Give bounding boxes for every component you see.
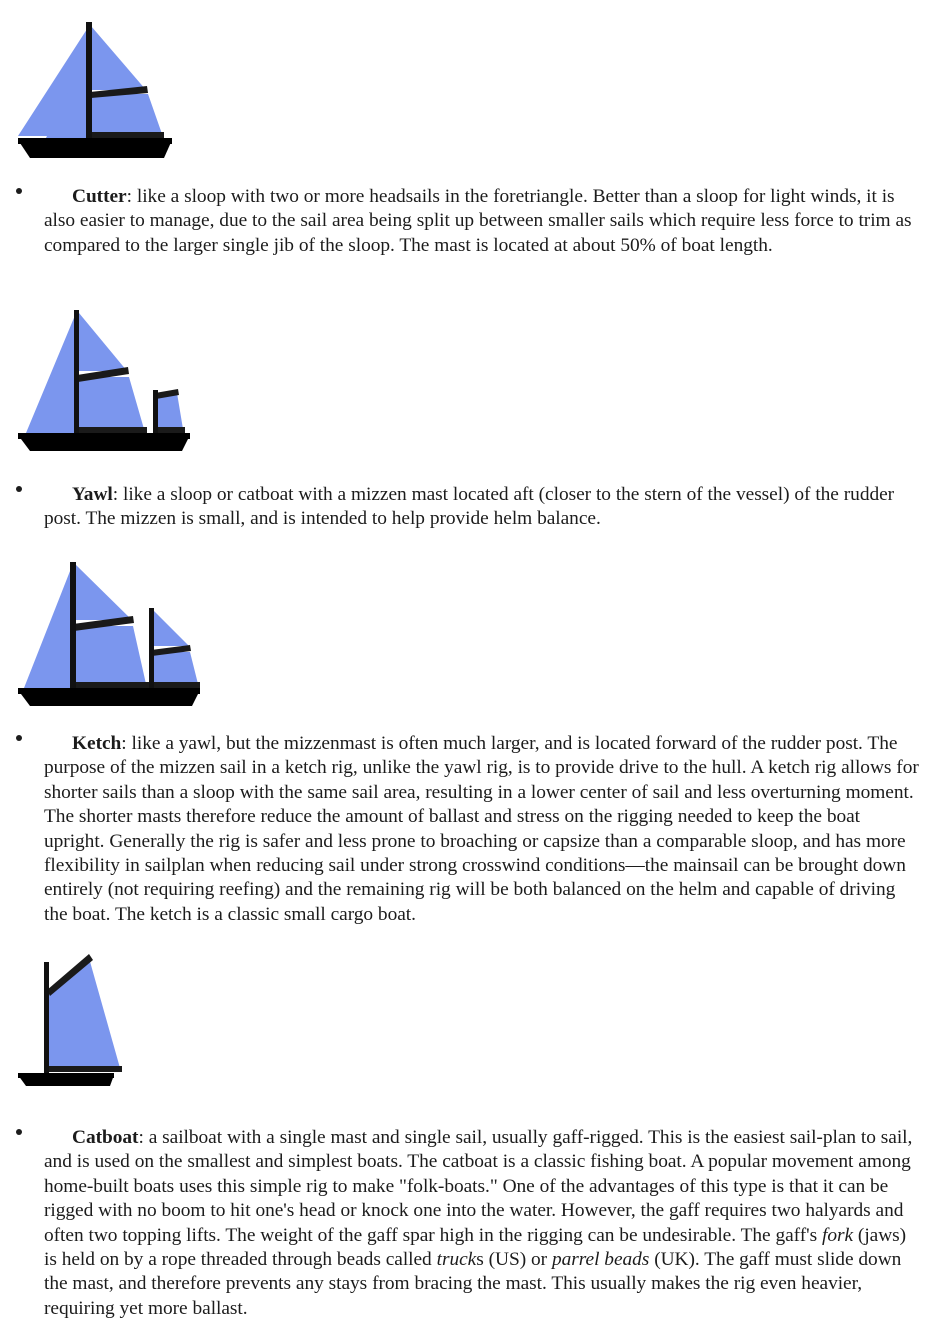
body-cutter: like a sloop with two or more headsails in the foretriangle. Better than a sloop for light winds, it is also easier to manage, due to the sail area being split up between smaller sails which require less force to trim as compared to the larger single jib of the sloop. The mast is located at about 50% of boat length.	[44, 186, 912, 256]
yawl-mizzen-sail	[157, 393, 183, 429]
catboat-figure-svg	[14, 940, 164, 1090]
entry-ketch	[0, 732, 938, 927]
catboat-deck-line	[18, 1073, 114, 1078]
bullet-marker-yawl	[16, 486, 22, 492]
cutter-mast	[86, 22, 92, 142]
cutter-boom-spar	[90, 132, 164, 139]
italic-fork: fork	[821, 1224, 854, 1246]
ketch-mizzen-boom	[151, 682, 200, 688]
body-ketch: like a yawl, but the mizzenmast is often much larger, and is located forward of the rudder post. The purpose of the mizzen sail in a ketch rig, unlike the yawl rig, is to provide drive to the hull. A ketch rig allows for shorter sails than a sloop with the same sail area, resulting in a lower center of sail and less overturning moment. The shorter masts therefore reduce the amount of ballast and stress on the rigging needed to keep the boat upright. Generally the rig is safer and less prone to broaching or capsize than a comparable sloop, and has more flexibility in sailplan when reducing sail under strong crosswind conditions—the mainsail can be brought down entirely (not requiring reefing) and the remaining rig will be both balanced on the helm and capable of driving the boat. The ketch is a classic small cargo boat.	[44, 733, 919, 925]
ketch-jib-sail	[24, 566, 72, 688]
ketch-figure-svg	[14, 560, 224, 710]
catboat-sailboat-diagram	[14, 940, 164, 1090]
separator-ketch: :	[121, 733, 132, 754]
entry-catboat	[0, 1126, 938, 1321]
italic-parrel-beads: parrel beads	[551, 1249, 650, 1271]
ketch-main-mast	[70, 562, 76, 689]
term-catboat: Catboat	[72, 1127, 139, 1148]
body-catboat-part4: (UK). The gaff must slide down the mast, and therefore prevents any stays from bracing the mast. This usually makes the rig even heavier, requiring yet more ballast.	[44, 1249, 902, 1319]
ketch-sailboat-diagram	[14, 560, 224, 710]
separator-yawl: :	[112, 484, 123, 505]
cutter-paragraph	[0, 185, 938, 258]
separator-cutter: :	[126, 186, 137, 207]
separator-catboat: :	[138, 1127, 149, 1148]
cutter-deck-line	[18, 138, 172, 144]
entry-cutter	[0, 185, 938, 258]
ketch-paragraph	[0, 732, 938, 927]
ketch-mizzen-lower	[153, 652, 198, 684]
ketch-main-boom	[73, 682, 149, 689]
term-cutter: Cutter	[72, 186, 127, 207]
yawl-mainsail-upper	[79, 313, 127, 371]
yawl-jib-sail	[26, 313, 76, 433]
cutter-mainsail-lower	[91, 94, 162, 134]
yawl-deck-line	[18, 433, 190, 439]
term-ketch: Ketch	[72, 733, 122, 754]
bullet-marker-ketch	[16, 735, 22, 741]
catboat-mast	[44, 962, 49, 1080]
cutter-sailboat-diagram	[14, 8, 214, 168]
ketch-mizzen-upper	[153, 610, 189, 646]
ketch-mainsail-lower	[75, 626, 146, 684]
body-catboat-part1: a sailboat with a single mast and single sail, usually gaff-rigged. This is the easiest sail-plan to sail, and is used on the smallest and simplest boats. The catboat is a classic fishing boat. A popular movement among home-built boats uses this simple rig to make "folk-boats." One of the advantages of this type is that it can be rigged with no boom to hit one's head or knock one into the water. However, the gaff requires two halyards and often two topping lifts. The weight of the gaff spar high in the rigging can be undesirable. The gaff's	[44, 1127, 913, 1246]
term-yawl: Yawl	[72, 484, 113, 505]
yawl-sailboat-diagram	[14, 305, 214, 455]
entry-yawl	[0, 483, 938, 532]
yawl-paragraph	[0, 483, 938, 532]
catboat-paragraph	[0, 1126, 938, 1321]
cutter-mainsail-upper	[91, 26, 146, 90]
yawl-mainsail-lower	[79, 377, 144, 429]
yawl-main-mast	[74, 310, 79, 434]
catboat-mainsail	[49, 958, 120, 1068]
body-catboat-part3: s (US) or	[476, 1249, 552, 1271]
ketch-deck-line	[18, 688, 200, 694]
bullet-marker-cutter	[16, 188, 22, 194]
italic-truck: truck	[436, 1249, 477, 1271]
bullet-marker-catboat	[16, 1129, 22, 1135]
yawl-figure-svg	[14, 305, 214, 455]
catboat-boom-spar	[47, 1066, 122, 1072]
yawl-mizzen-mast	[153, 390, 158, 434]
yawl-main-boom	[77, 427, 147, 434]
ketch-mizzen-mast	[149, 608, 154, 689]
cutter-figure-svg	[14, 8, 214, 168]
body-catboat-part2: (jaws) is held on by a rope threaded through beads called	[44, 1224, 907, 1271]
body-yawl: like a sloop or catboat with a mizzen mast located aft (closer to the stern of the vessel) of the rudder post. The mizzen is small, and is intended to help provide helm balance.	[44, 484, 895, 530]
ketch-mainsail-upper	[75, 564, 132, 620]
yawl-mizzen-boom	[155, 427, 185, 433]
